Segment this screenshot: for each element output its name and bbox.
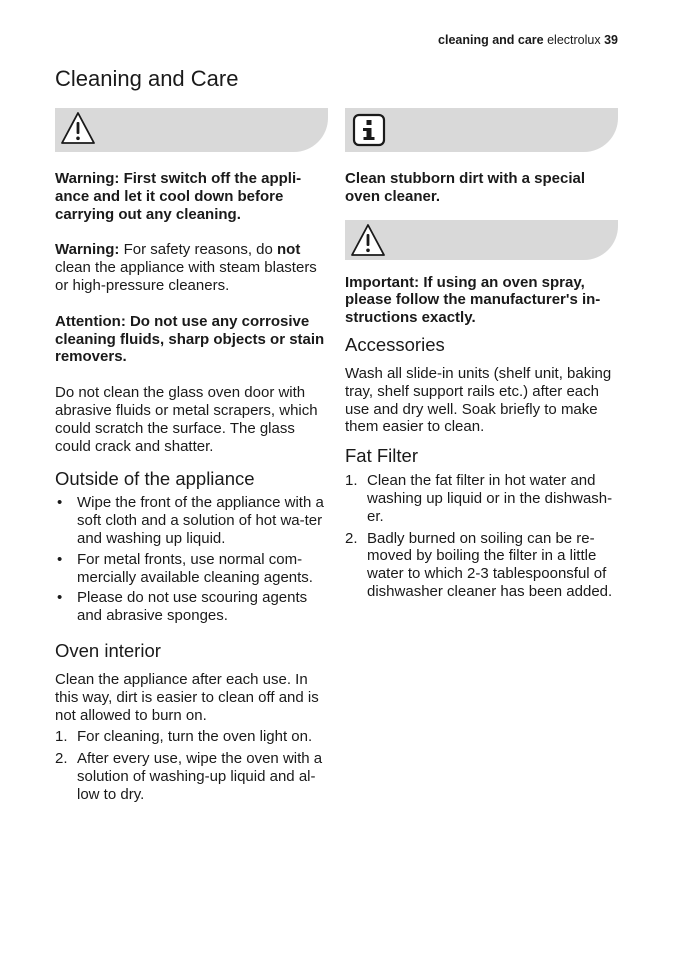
list-item (55, 728, 328, 746)
step-number: 2. (55, 750, 68, 768)
step-number: 2. (345, 529, 358, 547)
warning-steam (55, 241, 328, 294)
glass-door-note: Do not clean the glass oven door with abrasive fluids or metal scrapers, which could scratch the surface. The glass could crack and shatter. (55, 384, 318, 455)
accessories-heading: Accessories (345, 333, 445, 355)
interior-steps (55, 728, 328, 803)
interior-heading: Oven interior (55, 639, 161, 661)
warning-text-b: clean the appliance with steam blasters or high-pressure cleaners. (55, 259, 317, 294)
page-number: 39 (604, 33, 618, 47)
outside-list (55, 494, 328, 625)
header-section: cleaning and care (438, 33, 544, 47)
list-item: • For metal fronts, use normal com-mercially available cleaning agents. (55, 551, 328, 587)
step-text: Badly burned on soiling can be re-moved by boiling the filter in a little water to which 2-3 tablespoonsful of dishwasher cleaner has been added. (367, 529, 613, 600)
step-text: For cleaning, turn the oven light on. (77, 728, 313, 746)
step-text: Clean the fat filter in hot water and washing up liquid or in the dishwash-er. (367, 472, 613, 525)
info-icon (349, 110, 389, 150)
attention-note: Attention: Do not use any corrosive cleaning fluids, sharp objects or stain removers. (55, 312, 325, 366)
list-item (345, 530, 618, 601)
warning-triangle-icon (349, 222, 387, 258)
warning-triangle-icon (59, 110, 97, 146)
accessories-text: Wash all slide-in units (shelf unit, baking tray, shelf support rails etc.) after each use and dry well. Soak briefly to make them easier to clean. (345, 364, 612, 436)
step-text: After every use, wipe the oven with a solution of washing-up liquid and al-low to dry. (77, 750, 323, 803)
left-column (55, 108, 328, 804)
list-item: • Wipe the front of the appliance with a soft cloth and a solution of hot wa-ter and washing up liquid. (55, 494, 328, 547)
warning-not: not (277, 241, 301, 259)
page-title: Cleaning and Care (55, 66, 239, 91)
warning-banner-right (345, 220, 618, 260)
fat-filter-heading: Fat Filter (345, 445, 418, 467)
fat-filter-steps (345, 472, 618, 601)
header-brand: electrolux (547, 33, 601, 47)
warning-switch-off: Warning: First switch off the appli-ance and let it cool down before carrying out any cleaning. (55, 170, 302, 223)
step-number: 1. (345, 472, 358, 490)
warning-banner (55, 108, 328, 152)
interior-intro: Clean the appliance after each use. In this way, dirt is easier to clean off and is not allowed to burn on. (55, 670, 319, 724)
info-banner (345, 108, 618, 152)
outside-heading: Outside of the appliance (55, 468, 255, 490)
list-item (345, 472, 618, 525)
right-column (345, 108, 618, 601)
important-note: Important: If using an oven spray, please follow the manufacturer's in-structions exactly. (345, 273, 601, 327)
warning-text-a: For safety reasons, do (119, 241, 278, 259)
list-item (55, 750, 328, 803)
warning-label: Warning: (55, 241, 120, 259)
step-number: 1. (55, 728, 68, 746)
list-item: • Please do not use scouring agents and abrasive sponges. (55, 589, 328, 625)
page-header (438, 31, 618, 49)
info-text: Clean stubborn dirt with a special oven cleaner. (345, 170, 586, 205)
